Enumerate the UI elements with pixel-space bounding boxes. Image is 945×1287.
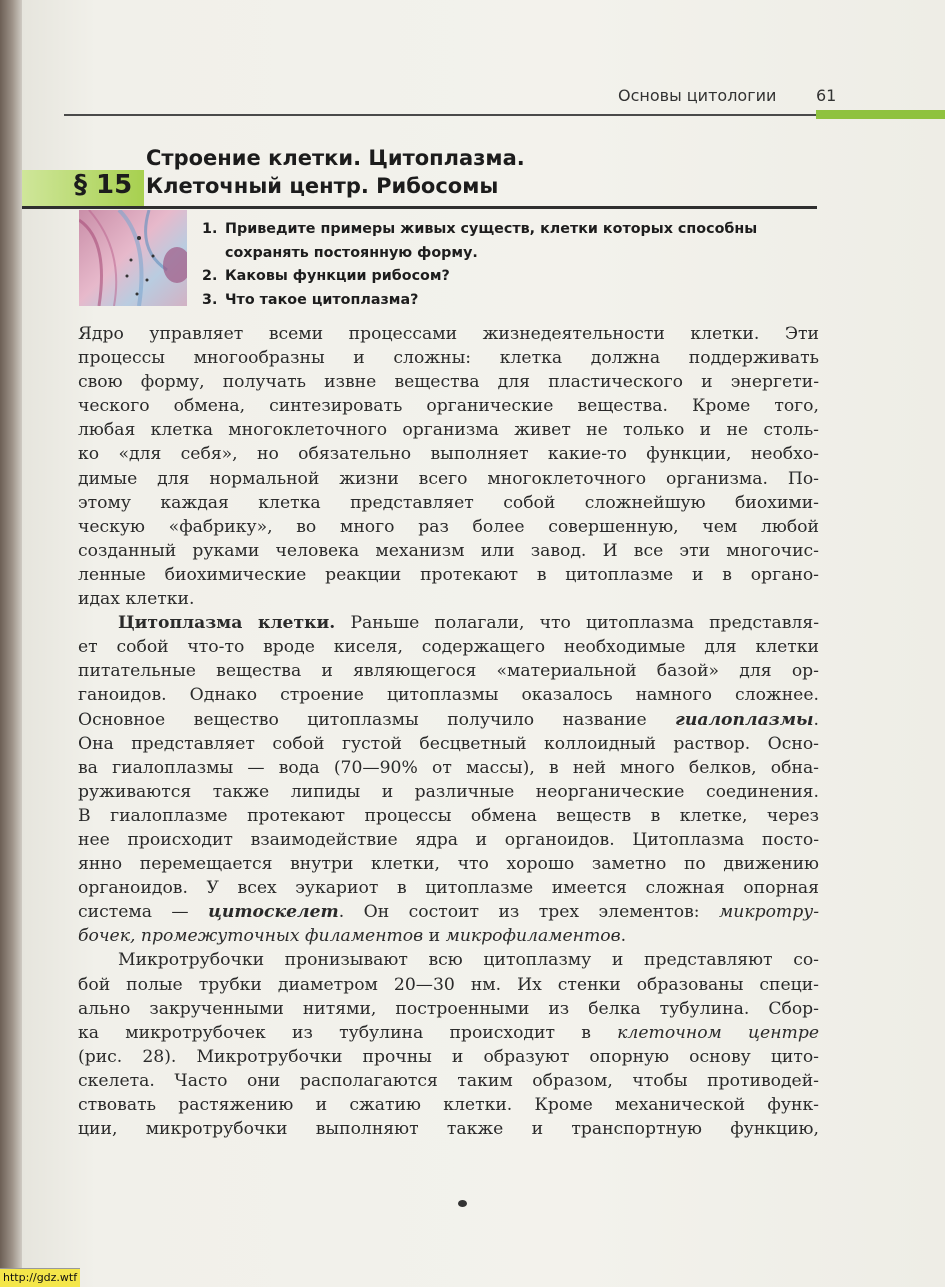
review-questions <box>202 218 757 312</box>
question-line: Приведите примеры живых существ, клетки которых способны <box>225 221 758 237</box>
term-cytoskeleton: цитоскелет <box>208 902 339 923</box>
watermark: http://gdz.wtf <box>0 1268 80 1287</box>
section-name: Основы цитологии <box>618 86 777 105</box>
paragraph-number: § 15 <box>74 170 133 200</box>
subheading-cytoplasm: Цитоплазма клетки. <box>118 613 336 634</box>
paragraph-cytoplasm <box>78 611 819 948</box>
text-line <box>78 1021 819 1045</box>
text-line <box>78 900 819 924</box>
ink-dot <box>458 1200 467 1207</box>
header-rule <box>64 114 816 116</box>
text-line: процессы многообразны и сложны: клетка должна поддерживать <box>78 348 819 369</box>
text-line <box>78 611 819 635</box>
text-line: ко «для себя», но обязательно выполняет какие-то функции, необхо- <box>78 444 819 465</box>
text-line <box>78 924 819 948</box>
paragraph-intro <box>78 322 819 611</box>
micrograph-image <box>79 210 187 306</box>
term-cell-center: клеточном центре <box>617 1022 820 1043</box>
text-line: Микротрубочки пронизывают всю цитоплазму и представляют со- <box>118 950 819 971</box>
text-line: ческую «фабрику», во много раз более совершенную, чем любой <box>78 516 819 537</box>
question-line: сохранять постоянную форму. <box>225 244 478 261</box>
header-green-tab <box>816 110 945 119</box>
text-segment: . Он состоит из трех элементов: <box>338 902 719 923</box>
question-number: 3. <box>202 291 218 308</box>
term-filaments: бочек, промежуточных филаментов <box>78 926 424 947</box>
page-number: 61 <box>816 86 837 105</box>
text-line: Она представляет собой густой бесцветный коллоидный раствор. Осно- <box>78 733 819 754</box>
text-segment: ка микротрубочек из тубулина происходит в <box>78 1022 618 1043</box>
text-line: этому каждая клетка представляет собой сложнейшую биохими- <box>78 492 819 513</box>
page-binding-shadow <box>0 0 22 1287</box>
text-line: питательные вещества и являющегося «материальной базой» для ор- <box>78 661 819 682</box>
text-segment: и <box>423 926 446 947</box>
text-segment: Основное вещество цитоплазмы получило название <box>78 709 676 730</box>
body-text <box>78 322 819 1141</box>
text-line: идах клетки. <box>78 589 195 610</box>
text-line: ленные биохимические реакции протекают в цитоплазме и в органо- <box>78 564 819 585</box>
paragraph-microtubules <box>78 948 819 1141</box>
title-rule <box>22 206 817 209</box>
text-line: ет собой что-то вроде киселя, содержащего необходимые для клетки <box>78 637 819 658</box>
text-line: янно перемещается внутри клетки, что хорошо заметно по движению <box>78 854 819 875</box>
text-segment: система — <box>78 902 209 923</box>
text-line: свою форму, получать извне вещества для пластического и энергети- <box>78 372 819 393</box>
question-line: Что такое цитоплазма? <box>225 291 419 308</box>
text-line: ально закрученными нитями, построенными из белка тубулина. Сбор- <box>78 998 819 1019</box>
term-microfilaments: микрофиламентов <box>445 926 621 947</box>
term-hyaloplasm: гиалоплазмы <box>675 709 814 730</box>
question-number: 1. <box>202 221 218 237</box>
text-line: любая клетка многоклеточного организма живет не только и не столь- <box>78 420 819 441</box>
text-line: нее происходит взаимодействие ядра и органоидов. Цитоплазма посто- <box>78 829 819 850</box>
title-line: Строение клетки. Цитоплазма. <box>146 146 525 170</box>
text-line: созданный руками человека механизм или завод. И все эти многочис- <box>78 540 819 561</box>
text-segment: . <box>813 709 819 730</box>
question-item <box>202 289 757 313</box>
text-line: руживаются также липиды и различные неорганические соединения. <box>78 781 819 802</box>
text-line: (рис. 28). Микротрубочки прочны и образуют опорную основу цито- <box>78 1046 819 1067</box>
text-line: ческого обмена, синтезировать органические вещества. Кроме того, <box>78 396 819 417</box>
term-microtubules: микротру- <box>719 902 820 923</box>
text-line: Ядро управляет всеми процессами жизнедеятельности клетки. Эти <box>78 324 819 344</box>
text-line: ции, микротрубочки выполняют также и транспортную функцию, <box>78 1119 819 1140</box>
text-line: скелета. Часто они располагаются таким образом, чтобы противодей- <box>78 1070 819 1091</box>
question-number: 2. <box>202 268 218 284</box>
text-line: ганоидов. Однако строение цитоплазмы оказалось намного сложнее. <box>78 685 819 706</box>
text-line: органоидов. У всех эукариот в цитоплазме имеется сложная опорная <box>78 878 819 899</box>
question-line: Каковы функции рибосом? <box>225 268 450 284</box>
text-line: димые для нормальной жизни всего многоклеточного организма. По- <box>78 468 819 489</box>
text-line: ва гиалоплазмы — вода (70—90% от массы), в ней много белков, обна- <box>78 757 819 778</box>
question-item <box>202 218 757 265</box>
paragraph-title <box>146 144 525 200</box>
text-segment: Раньше полагали, что цитоплазма представля- <box>335 613 819 634</box>
text-line: ствовать растяжению и сжатию клетки. Кроме механической функ- <box>78 1095 819 1115</box>
question-item <box>202 265 757 289</box>
text-segment: . <box>620 926 627 947</box>
text-line: В гиалоплазме протекают процессы обмена веществ в клетке, через <box>78 805 819 826</box>
text-line: бой полые трубки диаметром 20—30 нм. Их стенки образованы специ- <box>78 974 819 995</box>
text-line <box>78 708 819 732</box>
title-line: Клеточный центр. Рибосомы <box>146 174 499 198</box>
cell-micrograph-thumbnail <box>79 210 187 306</box>
running-head <box>618 86 837 110</box>
